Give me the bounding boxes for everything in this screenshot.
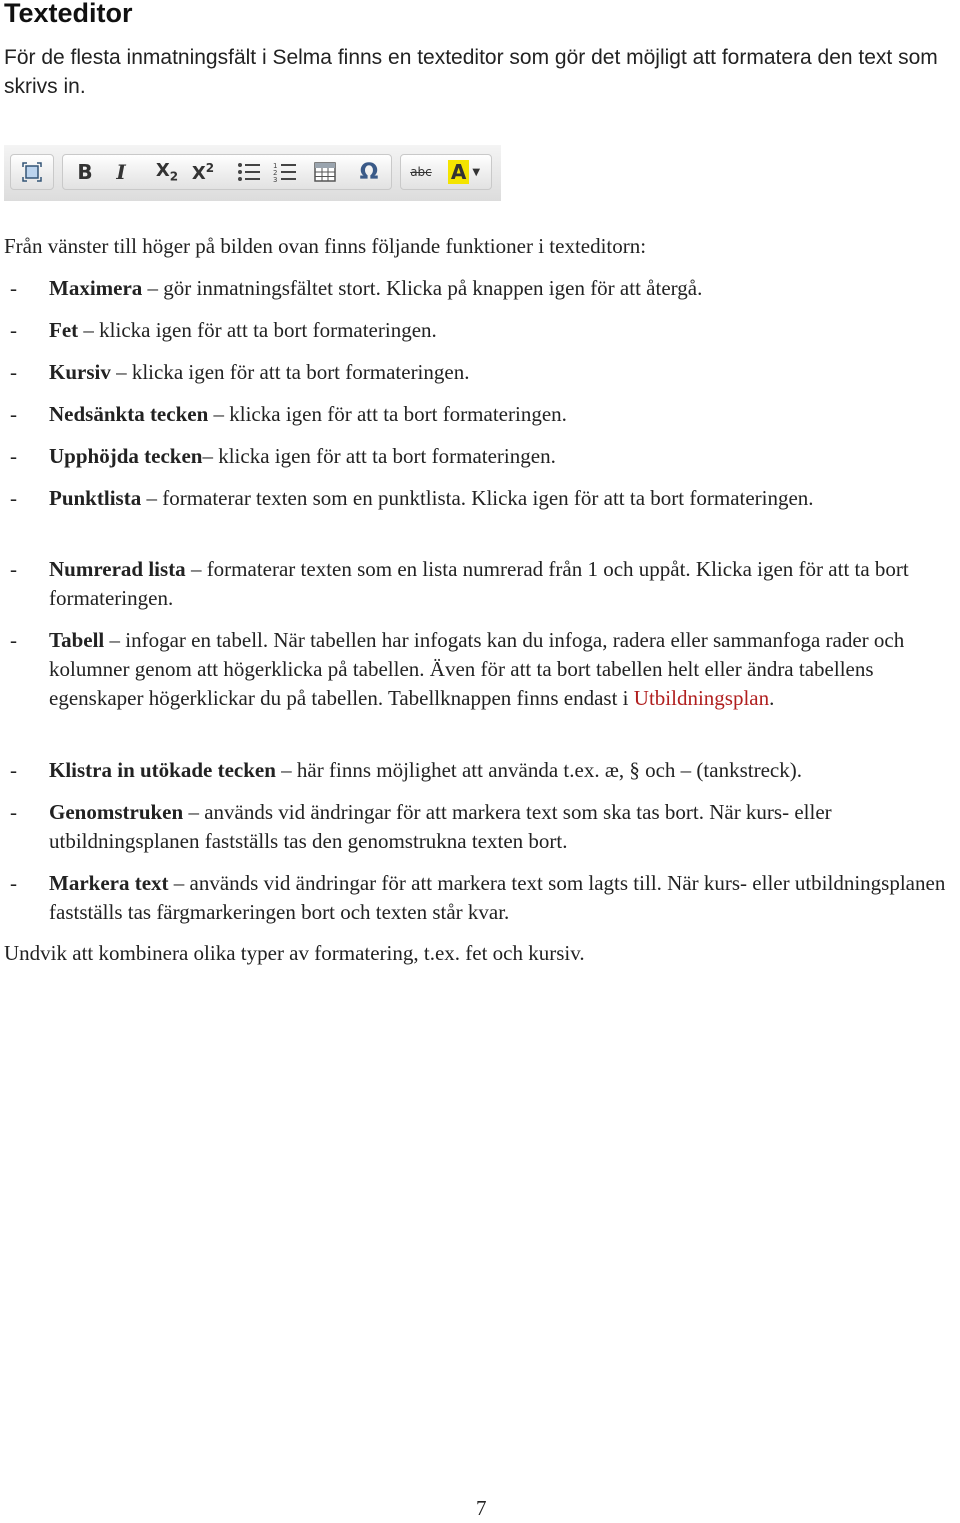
subscript-icon[interactable]: $X_2$ (155, 160, 179, 184)
svg-text:2: 2 (273, 169, 278, 177)
svg-text:3: 3 (273, 176, 278, 183)
toolbar-group-highlight (400, 154, 492, 190)
editor-toolbar-image (4, 145, 501, 201)
outro-paragraph: Undvik att kombinera olika typer av formatering, t.ex. fet och kursiv. (4, 941, 585, 965)
item-term: Markera text (49, 871, 169, 895)
page-title: Texteditor (4, 0, 133, 28)
chevron-down-icon: ▼ (472, 166, 481, 178)
highlight-icon[interactable]: A ▼ (439, 155, 489, 189)
item-term: Tabell (49, 628, 105, 652)
strikethrough-icon[interactable]: abc (410, 165, 432, 179)
lead-paragraph: Från vänster till höger på bilden ovan finns följande funktioner i texteditorn: (4, 234, 647, 258)
document-page: Texteditor För de flesta inmatningsfält i Selma finns en texteditor som gör det möjligt att formatera den text som skrivs in. B I $X_2$ $X^2$ 1 2 3 Ω abc A ▼ Från vänster till höger på bilden ovan finns följande funktioner i texteditorn: - Maximera – gör inmatningsfältet stort. Klicka på knappen igen för att återgå. - Fet – klicka igen för att ta bort formateringen. - Kursiv – klicka igen för att ta bort formateringen. - Nedsänkta tecken – klicka igen för att ta bort formateringen. - Upphöjda tecken– klicka igen för att ta bort formateringen. - Punktlista – formaterar texten som en punktlista. Klicka igen för att ta bort formateringen. - Numrerad lista – formaterar texten som en lista numrerad från 1 och uppåt. Klicka igen för att ta bort formateringen. - Tabell – infogar en tabell. När tabellen har infogats kan du infoga, radera eller sammanfoga rader och kolumner genom att högerklicka på tabellen. Även för att ta bort tabellen helt eller ändra tabellens egenskaper högerklickar du på tabellen. Tabellknappen finns endast i Utbildningsplan. - Klistra in utökade tecken – här finns möjlighet att använda t.ex. æ, § och – (tankstreck). - Genomstruken – används vid ändringar för att markera text som ska tas bort. När kurs- eller utbildningsplanen fastställs tas den genomstrukna texten bort. - Markera text – används vid ändringar för att markera text som lagts till. När kurs- eller utbildningsplanen fastställs tas färgmarkeringen bort och texten står kvar. Undvik att kombinera olika typer av formatering, t.ex. fet och kursiv. 7 (0, 0, 960, 1521)
item-term: Genomstruken (49, 800, 184, 824)
superscript-icon[interactable]: $X^2$ (191, 160, 215, 184)
item-term: Maximera (49, 276, 143, 300)
intro-paragraph: För de flesta inmatningsfält i Selma finns en texteditor som gör det möjligt att formatera den text som skrivs in. (4, 46, 938, 98)
utbildningsplan-link[interactable]: Utbildningsplan (633, 686, 770, 710)
toolbar-group-maximize (10, 154, 54, 190)
toolbar-group-format (62, 154, 392, 190)
item-term: Punktlista (49, 486, 142, 510)
bullet-list-icon[interactable] (231, 155, 267, 189)
numbered-list-icon[interactable] (267, 155, 303, 189)
item-term: Upphöjda tecken (49, 444, 203, 468)
item-term: Klistra in utökade tecken (49, 758, 276, 782)
bold-icon[interactable]: B (77, 160, 93, 184)
page-number: 7 (476, 1496, 487, 1520)
item-term: Kursiv (49, 360, 111, 384)
table-icon[interactable] (307, 155, 343, 189)
italic-icon[interactable]: I (116, 160, 126, 184)
item-term: Nedsänkta tecken (49, 402, 209, 426)
item-term: Numrerad lista (49, 557, 186, 581)
maximize-icon[interactable] (14, 155, 50, 189)
special-char-icon[interactable]: Ω (359, 159, 379, 185)
item-term: Fet (49, 318, 79, 342)
svg-text:1: 1 (273, 162, 278, 170)
